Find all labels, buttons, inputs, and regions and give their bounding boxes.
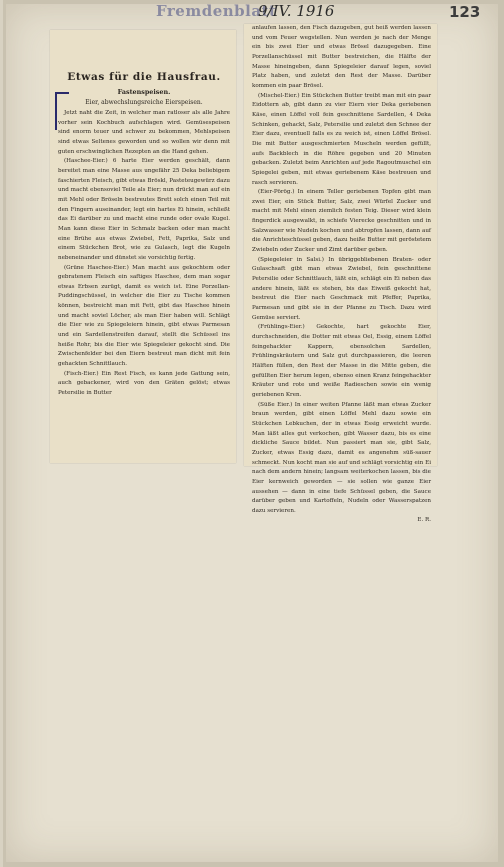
paragraph: Jetzt naht die Zeit, in welcher man ratloser als alle Jahre vorher sein Kochbuch aufschlagen wird. Gemüsespeisen sind enorm teuer und schwer zu bekommen, Mehlspeisen sind etwas Seltenes geworden und so wollen wir denn mit guten erschwinglichen Rezepten an die Hand gehen.: [58, 110, 230, 155]
paragraph: (Süße Eier.) In einer weiten Pfanne läßt man etwas Zucker braun werden, gibt einen Löffel Mehl dazu sowie ein Stückchen Lebkuchen, der in etwas Essig erweicht wurde. Man läßt alles gut verkochen, gibt Wasser dazu, bis es eine dickliche Sauce bildet. Nun passiert man sie, gibt Salz, Zucker, etwas Essig dazu, damit es angenehm süß-sauer schmeckt. Nun kocht man sie auf und schlägt vorsichtig ein Ei nach dem andern hinein; langsam weiterkochen lassen, bis die Eier kernweich geworden — sie sollen wie ganze Eier aussehen — dann in eine tiefe Schüssel geben, die Sauce darüber geben und Kartoffeln, Nudeln oder Wasserspatzen dazu servieren.: [252, 401, 431, 514]
author-signature: E. R.: [417, 517, 431, 524]
paragraph: (Eier-Pörög.) In einem Teller geriebenen Topfen gibt man zwei Eier, ein Stück Butter, Salz, zwei Würfel Zucker und macht mit Mehl einen ziemlich festen Teig. Dieser wird klein fingerdick ausgewalkt, in schiefe Vierecke geschnitten und in Salzwasser wie Nudeln kochen und abtropfen lassen, dann auf die Anrichteschüssel geben, dazu heiße Butter mit geröstetem Zwiebeln oder Zucker und Zimt darüber geben.: [252, 189, 431, 254]
paragraph: (Grüne Haschee-Eier.) Man macht aus gekochtem oder gebratenem Fleisch ein saftiges Haschee, dem man sogar etwas Erbsen zurügt, damit es weich ist. Eine Porzellan-Puddingschüssel, in welcher die Eier zu Tische kommen können, bestreicht man mit Fett, gibt das Haschee hinein und macht soviel Löcher, als man Eier haben will. Schlägt die Eier wie zu Spiegeleiern hinein, gibt etwas Parmesan und ein Sardellenstreifen darauf, stellt die Schüssel ins heiße Rohr, bis die Eier wie Spiegeleier gekocht sind. Die Zwischenfelder bei den Eiern bestreut man dicht mit fein gehackten Schnittlauch.: [58, 264, 230, 368]
clipping-left-column: [50, 30, 236, 463]
article-subtitle: Eier, abwechslungsreiche Eierspeisen.: [85, 99, 203, 106]
clipping-right-column: [244, 24, 437, 524]
article-title: Etwas für die Hausfrau.: [67, 71, 221, 83]
paragraph: (Frühlings-Eier.) Gekochte, hart gekochte Eier, durchschneiden, die Dotter mit etwas Oel, Essig, einem Löffel feingehackter Kappern, ebensolchen Sardellen, Frühlingskräutern und Salz gut durchpassieren, die leeren Hälften füllen, den Rest der Masse in die Mitte geben, die gefüllten Eier herum legen, ebenso einen Kranz feingehackter Kräuter und rote und weiße Radieschen sowie ein wenig geriebenen Kren.: [252, 324, 431, 398]
page-edge: [0, 0, 3, 867]
pen-bracket-mark: [55, 92, 69, 130]
newspaper-stamp: Fremdenblatt: [156, 2, 277, 20]
paragraph: (Haschee-Eier.) 6 harte Eier werden geschält, dann bereitet man eine Masse aus ungefähr 25 Deka beliebigem faschierten Fleisch, gibt etwas Bröskl, Pasteteugewürz dazu und macht ebensoviel Teile als Eier; nun drückt man auf ein mit Mehl oder Bröseln bestreutes Brett solch einen Teil mit den Fingern auseinander, legt ein hartes Ei hinein, schließt das Ei darüber zu und macht eine runde oder ovale Kugel. Man kann diese Eier in Schmalz backen oder man macht eine Brühe aus etwas Zwiebel, Fett, Paprika, Salz und einem Stückchen Brot, wie zu Gulasch, legt die Kugeln nebeneinander und dünstet sie vorsichtig fertig.: [58, 158, 230, 261]
paragraph: (Fisch-Eier.) Ein Rest Fisch, es kann jede Gattung sein, auch gebackener, wird von den Gräten gelöst; etwas Petersilie in Butter: [58, 370, 230, 397]
page-number: 123: [449, 3, 481, 21]
article-section: Fastenspeisen.: [117, 88, 171, 96]
paragraph: (Mischel-Eier.) Ein Stückchen Butter treibt man mit ein paar Eidottern ab, gibt dann zu vier Eiern vier Deka geriebenen Käse, einen Löffel voll fein geschnittene Sardellen, 4 Deka Schinken, gehackt, Salz, Petersilie und zuletzt den Schnee der Eier dazu, eventuell falls es zu weich ist, einen Löffel Brösel. Die mit Butter ausgeschmierten Muscheln werden gefüllt, aufs Backblech in die Röhre gegeben und 20 Minuten gebacken. Zuletzt beim Anrichten auf jede Ragoutmuschel ein Spiegelei geben, mit etwas geriebenem Käse bestreuen und rasch servieren.: [252, 92, 431, 186]
paragraph: anlaufen lassen, den Fisch dazugeben, gut heiß werden lassen und vom Feuer wegstellen. Nun werden je nach der Menge ein bis zwei Eier und etwas Brösel dazugegeben. Eine Porzellanschüssel mit Butter bestreichen, die Hälfte der Masse hineingeben, dann Spiegeleier darauf legen, soviel Platz haben, und zuletzt den Rest der Masse. Darüber kommen ein paar Brösel.: [252, 25, 431, 89]
handwritten-date: 9/IV. 1916: [258, 2, 335, 20]
paragraph: (Spiegeleier in Salsi.) In übriggebliebenen Braten- oder Gulaschsaft gibt man etwas Zwiebel, fein geschnittene Petersilie oder Schnittlauch, läßt ein, schlägt ein Ei neben das andere hinein, läßt es stehen, bis das Eiweiß gekocht hat, bestreut die Eier nach Geschmack mit Pfeffer, Paprika, Parmesan und gibt sie in der Pfanne zu Tisch. Dazu wird Gemüse serviert.: [252, 256, 431, 321]
